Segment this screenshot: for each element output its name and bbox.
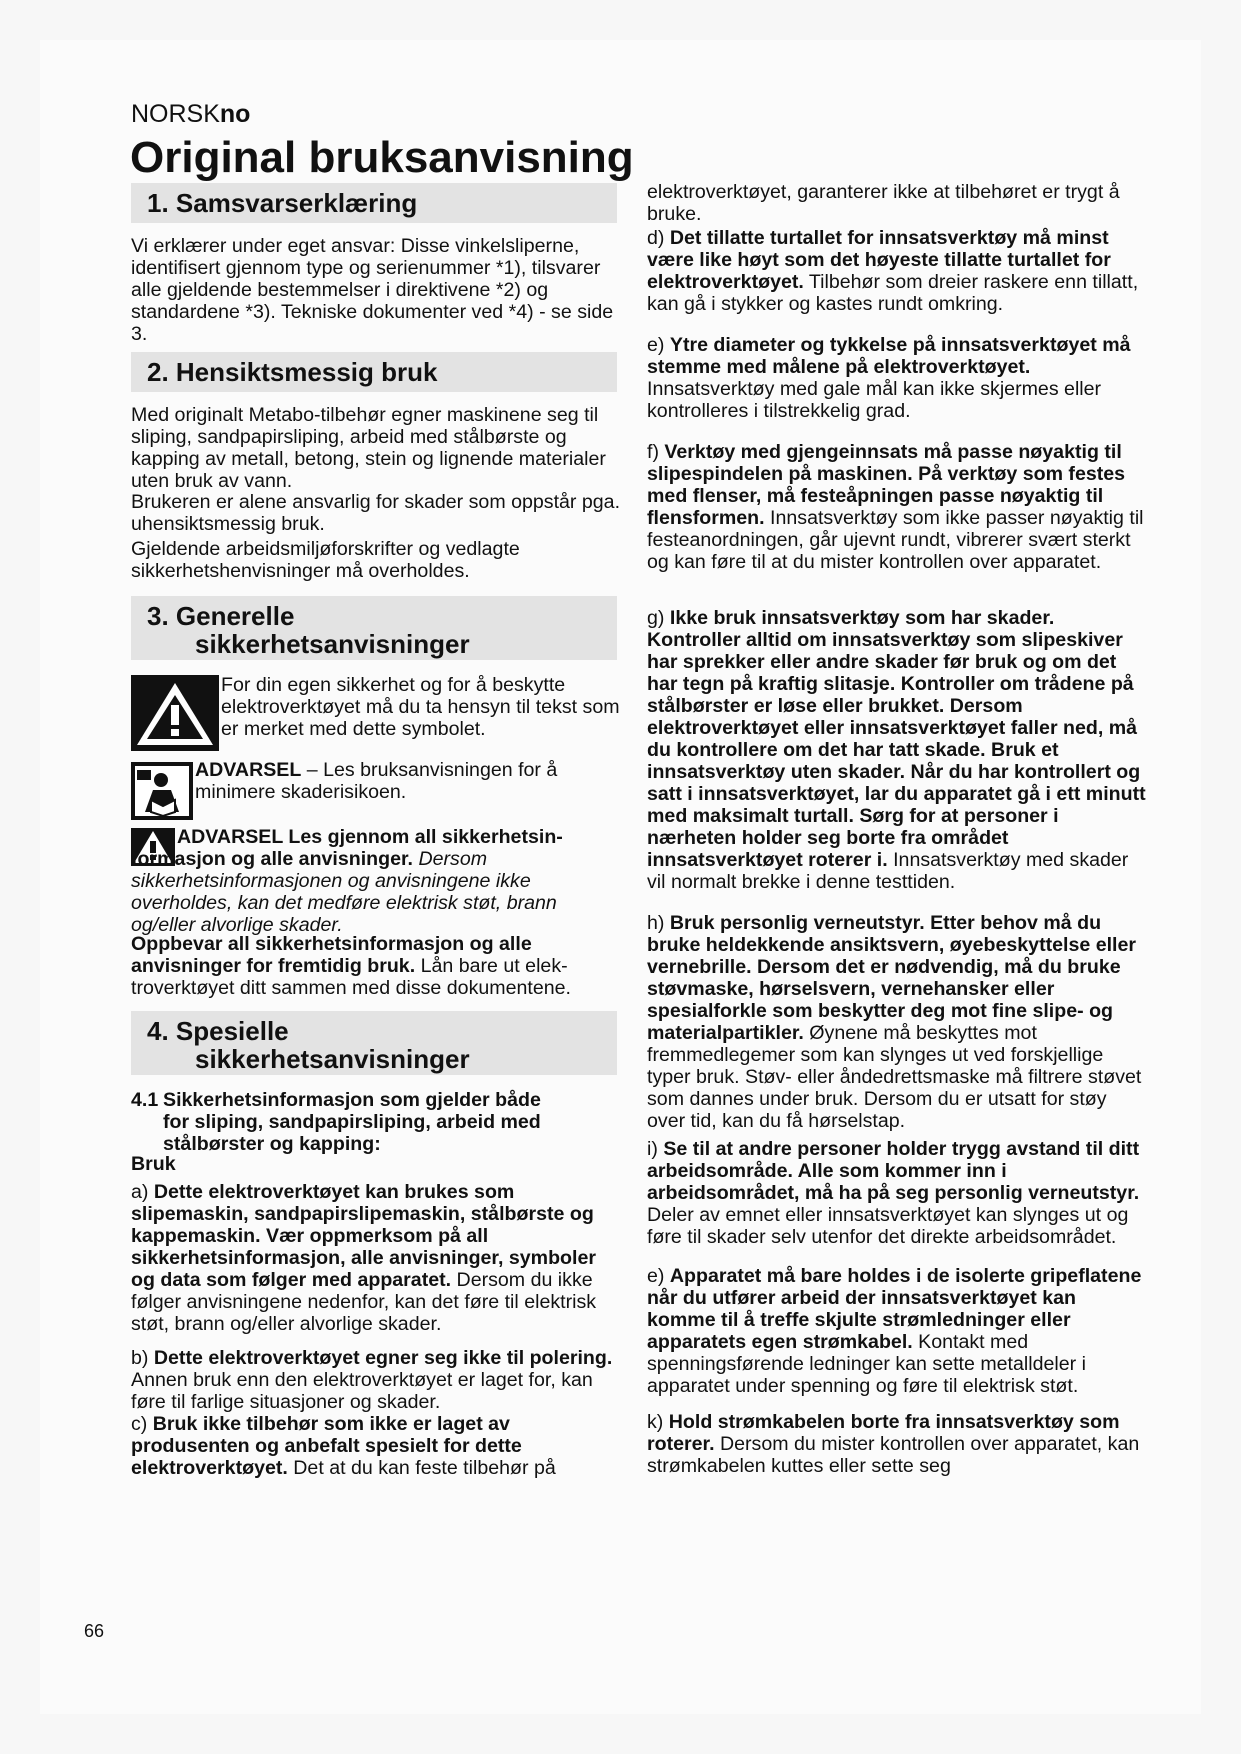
section-2-text-2: Brukeren er alene ansvarlig for skader som oppstår pga. uhensiktsmessig bruk. — [131, 491, 621, 535]
item-g-text: g) Ikke bruk innsatsverktøy som har skader. Kontroller alltid om innsatsverktøy som slipeskiver har sprekker eller andre skader før bruk og om det har tegn på kraftig slitasje. Kontroller om trådene på stålbørster er løse eller brukket. Dersom elektroverktøyet eller innsatsverktøyet faller ned, må du kontrollere om det har tatt skade. Bruk et innsatsverktøy uten skader. Når du har kontrollert og satt i innsatsverktøyet, lar du apparatet gå i ett minutt med maksimalt turtall. Sørg for at personer i nærheten holder seg borte fra området innsatsverktøyet roterer i. Innsatsverktøy med skader vil normalt brekke i denne testtiden. — [647, 607, 1146, 893]
item-j-text: e) Apparatet må bare holdes i de isolerte gripeflatene når du utfører arbeid der innsatsverktøyet kan komme til å treffe skjulte strømledninger eller apparatets egen strømkabel. Kontakt med spenningsførende ledninger kan sette metalldeler i apparatet under spenning og føre til elektrisk støt. — [647, 1265, 1142, 1397]
page-number: 66 — [84, 1621, 105, 1641]
item-h-text: h) Bruk personlig verneutstyr. Etter behov må du bruke heldekkende ansiktsvern, øyebeskyttelse eller vernebrille. Dersom det er nødvendig, må du bruke støvmaske, hørselsvern, vernehansker eller spesialforkle som beskytter deg mot fine slipe- og materialpartikler. Øynene må beskyttes mot fremmedlegemer som kan slynges ut ved forskjellige typer bruk. Støv- eller åndedrettsmaske må filtrere støvet som dannes under bruk. Dersom du er utsatt for støy over tid, kan du få hørselstap. — [647, 912, 1142, 1132]
section-3-heading: 3. Generelle sikkerhetsanvisninger — [131, 596, 617, 660]
symbol-explanation-text: For din egen sikkerhet og for å beskytte elektroverktøyet må du ta hensyn til tekst som er merket med dette symbolet. — [221, 674, 620, 740]
item-k-text: k) Hold strømkabelen borte fra innsatsverktøy som roterer. Dersom du mister kontrollen over apparatet, kan strømkabelen kuttes eller sette seg — [647, 1411, 1140, 1477]
warning-triangle-icon — [131, 675, 219, 751]
item-e-text: e) Ytre diameter og tykkelse på innsatsverktøyet må stemme med målene på elektroverktøyet. Innsatsverktøy med gale mål kan ikke skjermes eller kontrolleres i tilstrekkelig grad. — [647, 334, 1131, 422]
section-1-text: Vi erklærer under eget ansvar: Disse vinkelsliperne, identifisert gjennom type og serienummer *1), tilsvarer alle gjeldende bestemmelser i direktivene *2) og standardene *3). Tekniske dokumenter ved *4) - se side 3. — [131, 235, 614, 345]
item-f-text: f) Verktøy med gjengeinnsats må passe nøyaktig til slipespindelen på maskinen. På verktøy som festes med flenser, må festeåpningen passe nøyaktig til flensformen. Innsatsverktøy som ikke passer nøyaktig til festeanordningen, går ujevnt rundt, vibrerer svært sterkt og kan føre til at du mister kontrollen over apparatet. — [647, 441, 1144, 573]
section-2-heading: 2. Hensiktsmessig bruk — [131, 352, 617, 392]
item-d-text: d) Det tillatte turtallet for innsatsverktøy må minst være like høyt som det høyeste tillatte turtallet for elektroverktøyet. Tilbehør som dreier raskere enn tillatt, kan gå i stykker og kastes rundt omkring. — [647, 227, 1139, 315]
bruk-heading: Bruk — [131, 1153, 176, 1175]
page-title: Original bruksanvisning — [130, 133, 634, 182]
subsection-4-1-heading: 4.1 Sikkerhetsinformasjon som gjelder både for sliping, sandpapirsliping, arbeid med stålbørster og kapping: — [131, 1089, 541, 1155]
advarsel-read-manual: ADVARSEL – Les bruksanvisningen for å minimere skaderisikoen. — [195, 759, 558, 803]
item-a-text: a) Dette elektroverktøyet kan brukes som slipemaskin, sandpapirslipemaskin, stålbørste og kappemaskin. Vær oppmerksom på all sikkerhetsinformasjon, alle anvisninger, symboler og data som følger med apparatet. Dersom du ikke følger anvisningene nedenfor, kan det føre til elektrisk støt, brann og/eller alvorlige skader. — [131, 1181, 597, 1335]
section-2-text-3: Gjeldende arbeidsmiljøforskrifter og vedlagte sikkerhetshenvisninger må overholdes. — [131, 538, 520, 582]
section-4-heading: 4. Spesielle sikkerhetsanvisninger — [131, 1011, 617, 1075]
item-i-text: i) Se til at andre personer holder trygg avstand til ditt arbeidsområde. Alle som kommer inn i arbeidsområdet, må ha på seg personlig verneutstyr. Deler av emnet eller innsatsverktøyet kan slynges ut og føre til skader selv utenfor det direkte arbeidsområdet. — [647, 1138, 1140, 1248]
item-c-continuation: elektroverktøyet, garanterer ikke at tilbehøret er trygt å bruke. — [647, 181, 1120, 225]
item-b-text: b) Dette elektroverktøyet egner seg ikke til polering. Annen bruk enn den elektroverktøyet er laget for, kan føre til farlige situasjoner og skader. — [131, 1347, 613, 1413]
section-2-text-1: Med originalt Metabo-tilbehør egner maskinene seg til sliping, sandpapirsliping, arbeid med stålbørste og kapping av metall, betong, stein og lignende materialer uten bruk av vann. — [131, 404, 606, 492]
advarsel-general: ADVARSEL Les gjennom all sikkerhetsinformasjon og alle anvisninger. Dersom sikkerhetsinformasjonen og anvisningene ikke overholdes, kan det medføre elektrisk støt, brann og/eller alvorlige skader. — [131, 826, 563, 936]
keep-instructions-text: Oppbevar all sikkerhetsinformasjon og alle anvisninger for fremtidig bruk. Lån bare ut elektroverktøyet ditt sammen med disse dokumentene. — [131, 933, 571, 999]
read-manual-icon — [131, 762, 193, 820]
item-c-text: c) Bruk ikke tilbehør som ikke er laget av produsenten og anbefalt spesielt for dette elektroverktøyet. Det at du kan feste tilbehør på — [131, 1413, 556, 1479]
language-label: NORSKno — [131, 100, 251, 128]
section-1-heading: 1. Samsvarserklæring — [131, 183, 617, 223]
